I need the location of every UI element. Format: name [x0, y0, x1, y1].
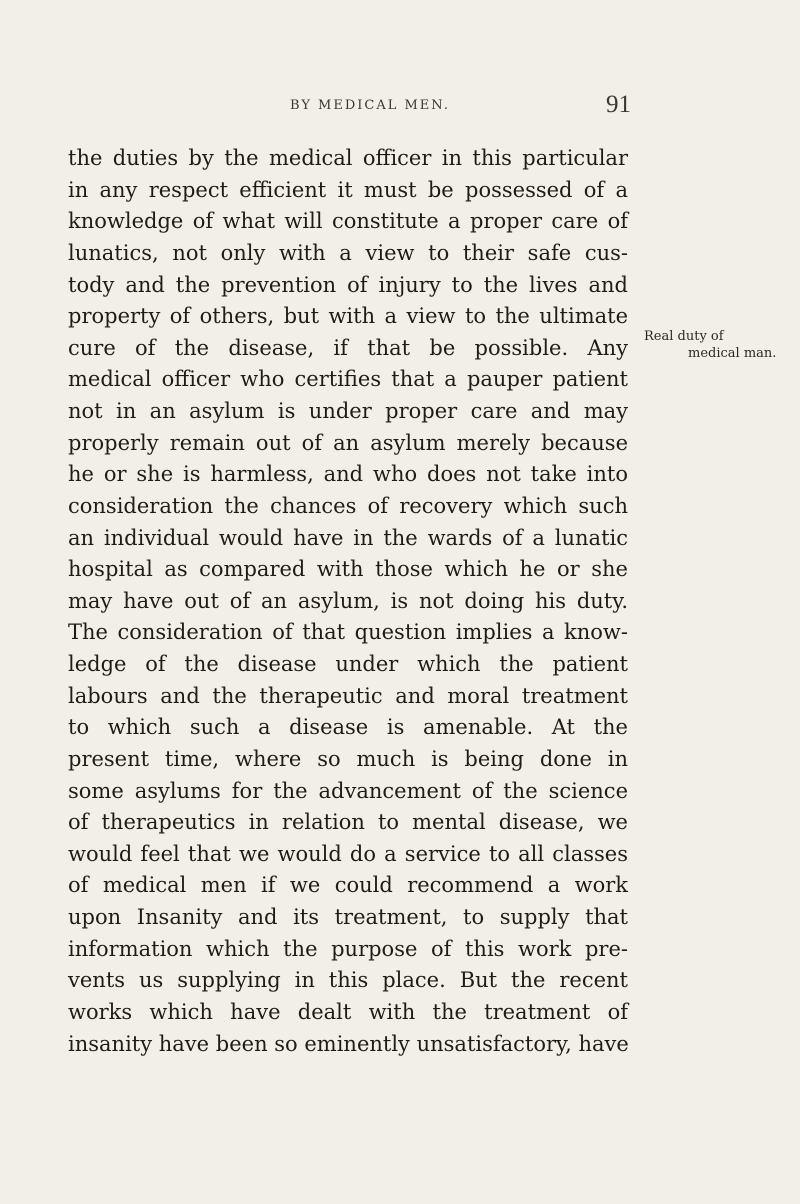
- text-line: to which such a disease is amenable. At the: [68, 715, 628, 740]
- text-line: present time, where so much is being done in: [68, 746, 628, 771]
- text-line: the duties by the medical officer in this particular: [68, 146, 628, 170]
- text-line: may have out of an asylum, is not doing his duty.: [68, 588, 628, 613]
- text-line: medical officer who certifies that a pauper patient: [68, 367, 628, 392]
- text-line: ledge of the disease under which the patient: [68, 652, 628, 676]
- text-line: of therapeutics in relation to mental disease, we: [68, 810, 628, 835]
- margin-note-line: Real duty of: [644, 329, 724, 344]
- text-line: tody and the prevention of injury to the lives and: [68, 272, 628, 297]
- text-line: property of others, but with a view to the ultimate: [68, 304, 628, 329]
- text-line: consideration the chances of recovery which such: [68, 493, 628, 518]
- margin-note-line: medical man.: [688, 346, 777, 361]
- text-line: insanity have been so eminently unsatisfactory, have: [68, 1031, 629, 1056]
- text-line: an individual would have in the wards of a lunatic: [68, 525, 628, 550]
- text-line: in any respect efficient it must be possessed of a: [68, 177, 628, 202]
- text-line: works which have dealt with the treatment of: [68, 999, 628, 1024]
- margin-note: [644, 328, 784, 362]
- text-line: cure of the disease, if that be possible. Any: [68, 335, 628, 360]
- text-line: some asylums for the advancement of the science: [68, 778, 628, 803]
- text-line: he or she is harmless, and who does not take into: [68, 462, 628, 487]
- text-line: vents us supplying in this place. But the recent: [68, 968, 628, 993]
- text-line: lunatics, not only with a view to their safe cus-: [68, 240, 628, 265]
- text-line: information which the purpose of this work pre-: [68, 936, 628, 961]
- text-line: knowledge of what will constitute a proper care of: [68, 209, 628, 234]
- text-line: labours and the therapeutic and moral treatment: [68, 683, 628, 708]
- page-number: 91: [606, 91, 631, 118]
- text-line: properly remain out of an asylum merely because: [68, 430, 628, 455]
- body-text: [68, 143, 628, 1060]
- text-line: The consideration of that question implies a know-: [68, 620, 628, 645]
- text-line: hospital as compared with those which he or she: [68, 557, 628, 582]
- text-line: would feel that we would do a service to all classes: [68, 841, 628, 866]
- running-head: BY MEDICAL MEN.: [290, 98, 450, 113]
- text-line: upon Insanity and its treatment, to supply that: [68, 905, 628, 929]
- text-line: of medical men if we could recommend a work: [68, 873, 628, 898]
- text-line: not in an asylum is under proper care and may: [68, 399, 628, 423]
